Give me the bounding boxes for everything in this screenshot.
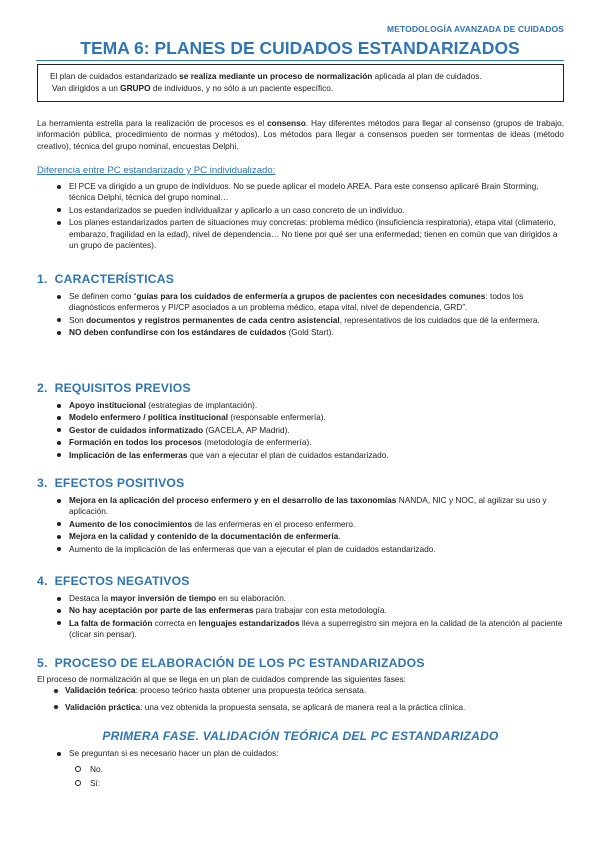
title-underline (36, 60, 564, 61)
item-text: que van a ejecutar el plan de cuidados estandarizado. (187, 449, 389, 460)
section-heading (37, 656, 564, 670)
item-text: (GACELA, AP Madrid). (203, 424, 290, 435)
intro-line-1 (50, 70, 555, 82)
intro-text: El plan de cuidados estandarizado (50, 71, 180, 81)
item-text: correcta en (152, 617, 199, 628)
item-text: (estrategias de implantación). (145, 400, 258, 410)
list-item (37, 437, 564, 448)
section-title: PROCESO DE ELABORACIÓN DE LOS PC ESTANDARIZADOS (54, 656, 425, 670)
list-item: Los estandarizados se pueden individualizar y aplicarlo a un caso concreto de un individuo. (37, 205, 564, 216)
intro-emphasis: GRUPO (120, 83, 151, 94)
page-title: TEMA 6: PLANES DE CUIDADOS ESTANDARIZADOS (80, 38, 520, 58)
item-emphasis: Validación práctica (65, 701, 141, 712)
section-intro: El proceso de normalización al que se llega en un plan de cuidados comprende las siguientes fases: (37, 674, 406, 684)
section-number: 2. (37, 381, 48, 395)
section-list (37, 593, 564, 641)
item-emphasis: Mejora en la calidad y contenido de la documentación de enfermería (69, 531, 339, 542)
phase-content (37, 748, 564, 789)
section-proceso-elaboracion (37, 656, 564, 713)
list-item (37, 327, 564, 338)
item-emphasis: Apoyo institucional (69, 400, 146, 410)
phase-list (37, 748, 564, 759)
intro-box (37, 64, 564, 102)
list-item (37, 450, 564, 461)
section-title: CARACTERÍSTICAS (54, 272, 175, 286)
item-text: , representativos de los cuidados que dé la enfermera. (339, 314, 540, 325)
item-emphasis: lenguajes estandarizados (198, 617, 300, 628)
item-text: : proceso teórico hasta obtener una propuesta teórica sensata. (135, 685, 367, 696)
item-text: (responsable enfermería). (228, 412, 326, 423)
section-heading (37, 574, 564, 588)
section-title: EFECTOS POSITIVOS (54, 476, 185, 490)
item-text: Destaca la (69, 593, 111, 603)
item-emphasis: Mejora en la aplicación del proceso enfermero y en el desarrollo de las taxonomías (69, 495, 397, 505)
consensus-paragraph (37, 118, 564, 152)
item-emphasis: guías para los cuidados de enfermería a grupos de pacientes con necesidades comunes (136, 291, 486, 301)
phase-heading: PRIMERA FASE. VALIDACIÓN TEÓRICA DEL PC ESTANDARIZADO (102, 729, 499, 743)
item-text: para trabajar con esta metodología. (253, 605, 387, 616)
item-text: lleva a superregistro sin mejora en la calidad de la atención al paciente (clicar sin pensar). (69, 617, 563, 640)
list-item (37, 531, 564, 542)
list-item (37, 593, 564, 604)
intro-text: aplicada al plan de cuidados. (372, 71, 482, 81)
item-text: Son (69, 314, 87, 325)
phase-item (51, 685, 564, 696)
list-item (37, 291, 564, 314)
list-item (37, 315, 564, 326)
item-emphasis: mayor inversión de tiempo (110, 593, 217, 603)
list-item (37, 412, 564, 423)
list-item (37, 605, 564, 616)
section-requisitos (37, 381, 564, 462)
item-emphasis: Formación en todos los procesos (69, 437, 202, 448)
item-emphasis: Gestor de cuidados informatizado (69, 424, 204, 435)
item-text: Se definen como “ (69, 291, 137, 301)
list-item (37, 618, 564, 641)
intro-text: de individuos, y no sólo a un paciente específico. (150, 83, 334, 94)
intro-line-2 (50, 82, 555, 94)
phase-item (51, 702, 564, 713)
item-emphasis: Modelo enfermero / política institucional (69, 412, 229, 423)
section-number: 3. (37, 476, 48, 490)
option-item: Sí: (37, 777, 564, 789)
section-heading (37, 476, 564, 490)
item-text: de las enfermeras en el proceso enfermero. (192, 518, 356, 529)
list-item: Los planes estandarizados parten de situaciones muy concretas: problema médico (insuficiencia respiratoria), etapa vital (climaterio, embarazo, fragilidad en la edad), nivel de dependencia… No tiene por qué ser una enfermedad; tienen en común que van dirigidos a un grupo de pacientes). (37, 217, 564, 251)
difference-title: Diferencia entre PC estandarizado y PC individualizado: (37, 165, 276, 176)
section-efectos-positivos (37, 476, 564, 556)
item-emphasis: No hay aceptación por parte de las enfermeras (69, 605, 254, 616)
list-item (37, 519, 564, 530)
item-emphasis: Aumento de los conocimientos (69, 518, 193, 529)
para-emphasis: consenso (267, 118, 306, 128)
item-emphasis: La falta de formación (69, 617, 153, 628)
section-list (37, 400, 564, 461)
section-efectos-negativos (37, 574, 564, 642)
item-emphasis: Implicación de las enfermeras (69, 449, 188, 460)
section-list (37, 291, 564, 339)
item-emphasis: documentos y registros permanentes de cada centro asistencial (86, 314, 340, 325)
list-item: El PCE va dirigido a un grupo de individuos. No se puede aplicar el modelo AREA. Para este consenso aplicaré Brain Storming, técnica Delphi, técnica del grupo nominal… (37, 181, 564, 204)
section-caracteristicas (37, 272, 564, 340)
difference-section (37, 165, 564, 252)
section-number: 5. (37, 656, 48, 670)
intro-emphasis: se realiza mediante un proceso de normalización (179, 71, 373, 81)
section-heading (37, 381, 564, 395)
section-number: 1. (37, 272, 48, 286)
list-item (37, 400, 564, 411)
section-title: REQUISITOS PREVIOS (54, 381, 191, 395)
item-text: : todos los diagnósticos enfermeros y PI/CP asociados a un problema médico, etapa vital, nivel de dependencia, GRD”. (69, 291, 524, 313)
intro-text: Van dirigidos a un (52, 83, 121, 94)
item-text: NANDA, NIC y NOC, al agilizar su uso y aplicación. (69, 495, 547, 517)
difference-list (37, 181, 564, 251)
para-text: . Hay diferentes métodos para llegar al consenso (grupos de trabajo, información pública, procedimiento de normas y métodos). Los métodos para llegar a consensos pueden ser tormentas de ideas (método creativo), técnica del grupo nominal, encuestas Delphi. (37, 118, 564, 151)
section-number: 4. (37, 574, 48, 588)
item-text: (metodología de enfermería). (201, 437, 312, 448)
list-item: Se preguntan si es necesario hacer un plan de cuidados: (37, 748, 564, 759)
option-item: No. (37, 763, 564, 775)
para-text: La herramienta estrella para la realización de procesos es el (37, 118, 268, 128)
section-title: EFECTOS NEGATIVOS (54, 574, 190, 588)
item-text: . (338, 531, 341, 542)
item-text: en su elaboración. (216, 593, 287, 603)
item-emphasis: Validación teórica (65, 685, 136, 696)
item-text: (Gold Start). (286, 327, 334, 338)
running-header: METODOLOGÍA AVANZADA DE CUIDADOS (387, 24, 564, 34)
list-item: Aumento de la implicación de las enfermeras que van a ejecutar el plan de cuidados estandarizado. (37, 544, 564, 555)
list-item (37, 425, 564, 436)
list-item (37, 495, 564, 518)
section-heading (37, 272, 564, 286)
item-text: : una vez obtenida la propuesta sensata, se aplicará de manera real a la práctica clínica. (140, 701, 466, 712)
item-emphasis: NO deben confundirse con los estándares de cuidados (69, 327, 287, 338)
section-list (37, 495, 564, 555)
